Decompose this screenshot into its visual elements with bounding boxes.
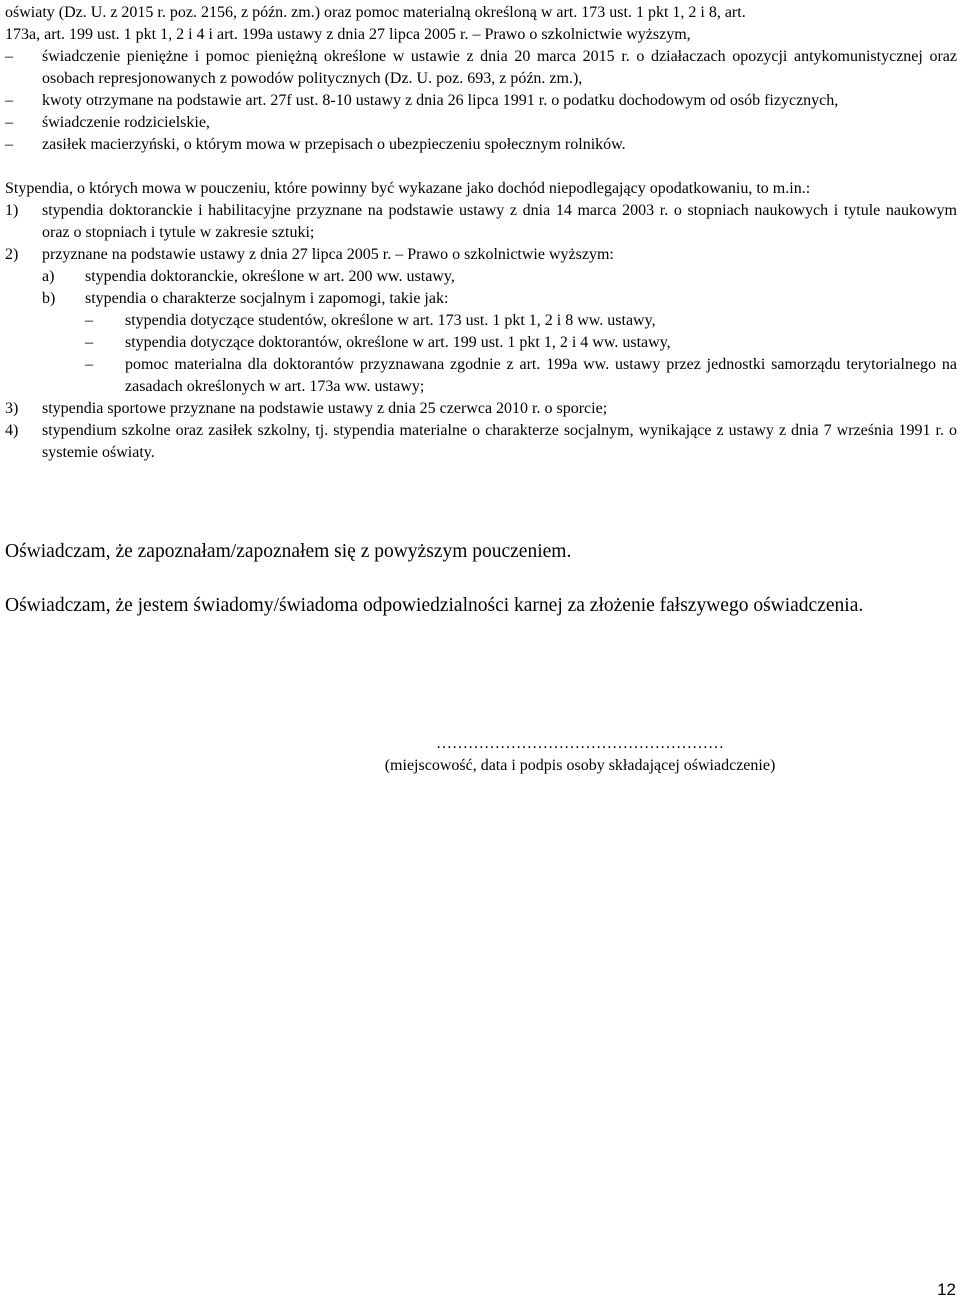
nested-list-item (5, 332, 957, 354)
list-item (5, 134, 957, 156)
nested-list-item (5, 354, 957, 398)
item-number: 2) (5, 246, 19, 263)
dash-bullet: – (5, 92, 13, 109)
list-item (5, 420, 957, 464)
list-item (5, 244, 957, 266)
declaration-read: Oświadczam, że zapoznałam/zapoznałem się z powyższym pouczeniem. (5, 541, 572, 562)
list-item (5, 200, 957, 244)
list-item (5, 90, 957, 112)
list-item-text: pomoc materialna dla doktorantów przyznawana zgodnie z art. 199a ww. ustawy przez jednostki samorządu terytorialnego na zasadach określonych w art. 173a ww. ustawy; (125, 356, 957, 395)
dash-bullet: – (5, 114, 13, 131)
list-item (5, 398, 957, 420)
item-letter: b) (42, 290, 56, 307)
item-number: 3) (5, 400, 19, 417)
dash-bullet: – (85, 334, 93, 351)
page-number: 12 (937, 1280, 956, 1299)
list-item-text: świadczenie rodzicielskie, (42, 114, 210, 131)
dash-bullet: – (5, 48, 13, 65)
dash-bullet: – (85, 312, 93, 329)
item-number: 4) (5, 422, 19, 439)
signature-dots: ……………………………………………… (436, 735, 724, 752)
list-item-text: stypendia sportowe przyznane na podstawie ustawy z dnia 25 czerwca 2010 r. o sporcie; (42, 400, 608, 417)
list-item (5, 112, 957, 134)
intro-line-1: oświaty (Dz. U. z 2015 r. poz. 2156, z późn. zm.) oraz pomoc materialną określoną w art. 173 ust. 1 pkt 1, 2 i 8, art. (5, 4, 746, 21)
list-item-text: stypendia dotyczące studentów, określone w art. 173 ust. 1 pkt 1, 2 i 8 ww. ustawy, (125, 312, 656, 329)
sub-list-item (5, 266, 957, 288)
item-letter: a) (42, 268, 55, 285)
intro-text (5, 2, 957, 46)
list-item-text: stypendia doktoranckie i habilitacyjne przyznane na podstawie ustawy z dnia 14 marca 2003 r. o stopniach naukowych i tytule naukowym oraz o stopniach i tytule w zakresie sztuki; (42, 202, 957, 241)
list-item-text: świadczenie pieniężne i pomoc pieniężną określone w ustawie z dnia 20 marca 2015 r. o działaczach opozycji antykomunistycznej oraz osobach represjonowanych z powodów politycznych (Dz. U. poz. 693, z późn. zm.), (42, 48, 957, 87)
declaration-liability: Oświadczam, że jestem świadomy/świadoma odpowiedzialności karnej za złożenie fałszywego oświadczenia. (5, 595, 864, 616)
dash-list (5, 46, 957, 156)
signature-block (300, 733, 860, 777)
dash-bullet: – (85, 356, 93, 373)
stypendia-section (5, 178, 957, 464)
list-item-text: stypendia o charakterze socjalnym i zapomogi, takie jak: (85, 290, 449, 307)
list-item (5, 46, 957, 90)
list-item-text: kwoty otrzymane na podstawie art. 27f ust. 8-10 ustawy z dnia 26 lipca 1991 r. o podatku dochodowym od osób fizycznych, (42, 92, 839, 109)
intro-line-2: 173a, art. 199 ust. 1 pkt 1, 2 i 4 i art. 199a ustawy z dnia 27 lipca 2005 r. – Prawo o szkolnictwie wyższym, (5, 26, 691, 43)
sub-list-item (5, 288, 957, 310)
nested-list-item (5, 310, 957, 332)
dash-bullet: – (5, 136, 13, 153)
stypendia-intro: Stypendia, o których mowa w pouczeniu, które powinny być wykazane jako dochód niepodlegający opodatkowaniu, to m.in.: (5, 180, 811, 197)
list-item-text: stypendia dotyczące doktorantów, określone w art. 199 ust. 1 pkt 1, 2 i 4 ww. ustawy, (125, 334, 671, 351)
item-number: 1) (5, 202, 19, 219)
signature-caption: (miejscowość, data i podpis osoby składającej oświadczenie) (384, 757, 776, 774)
list-item-text: stypendium szkolne oraz zasiłek szkolny, tj. stypendia materialne o charakterze socjalnym, wynikające z ustawy z dnia 7 września 1991 r. o systemie oświaty. (42, 422, 957, 461)
list-item-text: stypendia doktoranckie, określone w art. 200 ww. ustawy, (85, 268, 455, 285)
list-item-text: zasiłek macierzyński, o którym mowa w przepisach o ubezpieczeniu społecznym rolników. (42, 136, 626, 153)
list-item-text: przyznane na podstawie ustawy z dnia 27 lipca 2005 r. – Prawo o szkolnictwie wyższym: (42, 246, 614, 263)
